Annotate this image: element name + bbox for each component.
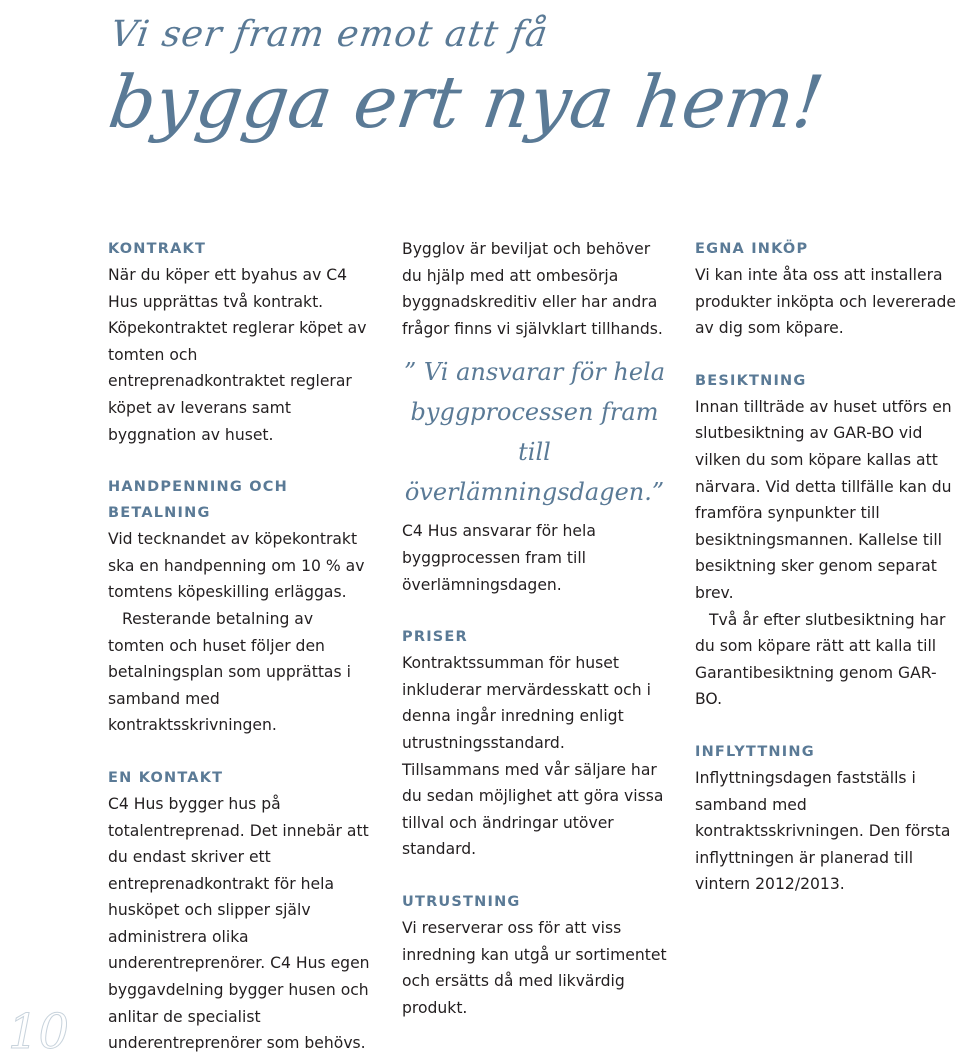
paragraph-besiktning-2: Två år efter slutbesiktning har du som köpare rätt att kalla till Garantibesiktning genom GAR-BO. [695, 610, 946, 709]
title-line-1: Vi ser fram emot att få [108, 14, 551, 55]
paragraph-priser: Kontraktssumman för huset inkluderar mervärdesskatt och i denna ingår inredning enligt utrustningsstandard. Tillsammans med vår säljare har du sedan möjlighet att göra vissa tillval och ändringar utöver standard. [402, 654, 664, 859]
heading-handpenning: HANDPENNING OCH BETALNING [108, 479, 288, 522]
paragraph-bygglov: Bygglov är beviljat och behöver du hjälp med att ombesörja byggnadskreditiv eller har andra frågor finns vi självklart tillhands. [402, 240, 663, 338]
paragraph-en-kontakt: C4 Hus bygger hus på totalentreprenad. Det innebär att du endast skriver ett entreprenadkontrakt för hela husköpet och slipper själv administrera olika underentreprenörer. C4 Hus egen byggavdelning bygger husen och anlitar de specialist underentreprenörer som behövs. [108, 794, 370, 1053]
paragraph-handpenning-2: Resterande betalning av tomten och huset följer den betalningsplan som upprättas i samband med kontraktsskrivningen. [108, 609, 351, 735]
title-line-2: bygga ert nya hem! [104, 60, 829, 144]
heading-priser: PRISER [402, 629, 468, 646]
heading-en-kontakt: EN KONTAKT [108, 769, 224, 786]
heading-utrustning: UTRUSTNING [402, 893, 521, 910]
column-middle [402, 236, 667, 1021]
paragraph-kontrakt: När du köper ett byahus av C4 Hus upprättas två kontrakt. Köpekontraktet reglerar köpet av tomten och entreprenadkontraktet reglerar köpet av leverans samt byggnation av huset. [108, 266, 367, 444]
heading-besiktning: BESIKTNING [695, 372, 807, 389]
paragraph-inflyttning: Inflyttningsdagen fastställs i samband med kontraktsskrivningen. Den första inflyttningen är planerad till vintern 2012/2013. [695, 768, 951, 894]
paragraph-besiktning-1: Innan tillträde av huset utförs en slutbesiktning av GAR-BO vid vilken du som köpare kallas att närvara. Vid detta tillfälle kan du framföra synpunkter till besiktningsmannen. Kallelse till besiktning sker genom separat brev. [695, 397, 952, 602]
heading-kontrakt: KONTRAKT [108, 241, 207, 257]
paragraph-handpenning-1: Vid tecknandet av köpekontrakt ska en handpenning om 10 % av tomtens köpeskilling erläggas. [108, 530, 365, 602]
paragraph-ansvar: C4 Hus ansvarar för hela byggprocessen fram till överlämningsdagen. [402, 522, 596, 594]
heading-egna-inkop: EGNA INKÖP [695, 241, 809, 257]
paragraph-egna-inkop: Vi kan inte åta oss att installera produkter inköpta och levererade av dig som köpare. [695, 266, 956, 338]
heading-inflyttning: INFLYTTNING [695, 743, 815, 760]
pull-quote: ” Vi ansvarar för hela byggprocessen fram till överlämningsdagen.” [403, 358, 666, 507]
page-number: 10 [8, 1004, 70, 1060]
paragraph-utrustning: Vi reserverar oss för att viss inredning kan utgå ur sortimentet och ersätts då med likvärdig produkt. [402, 918, 667, 1017]
column-left [108, 236, 373, 1057]
column-right [695, 236, 960, 898]
